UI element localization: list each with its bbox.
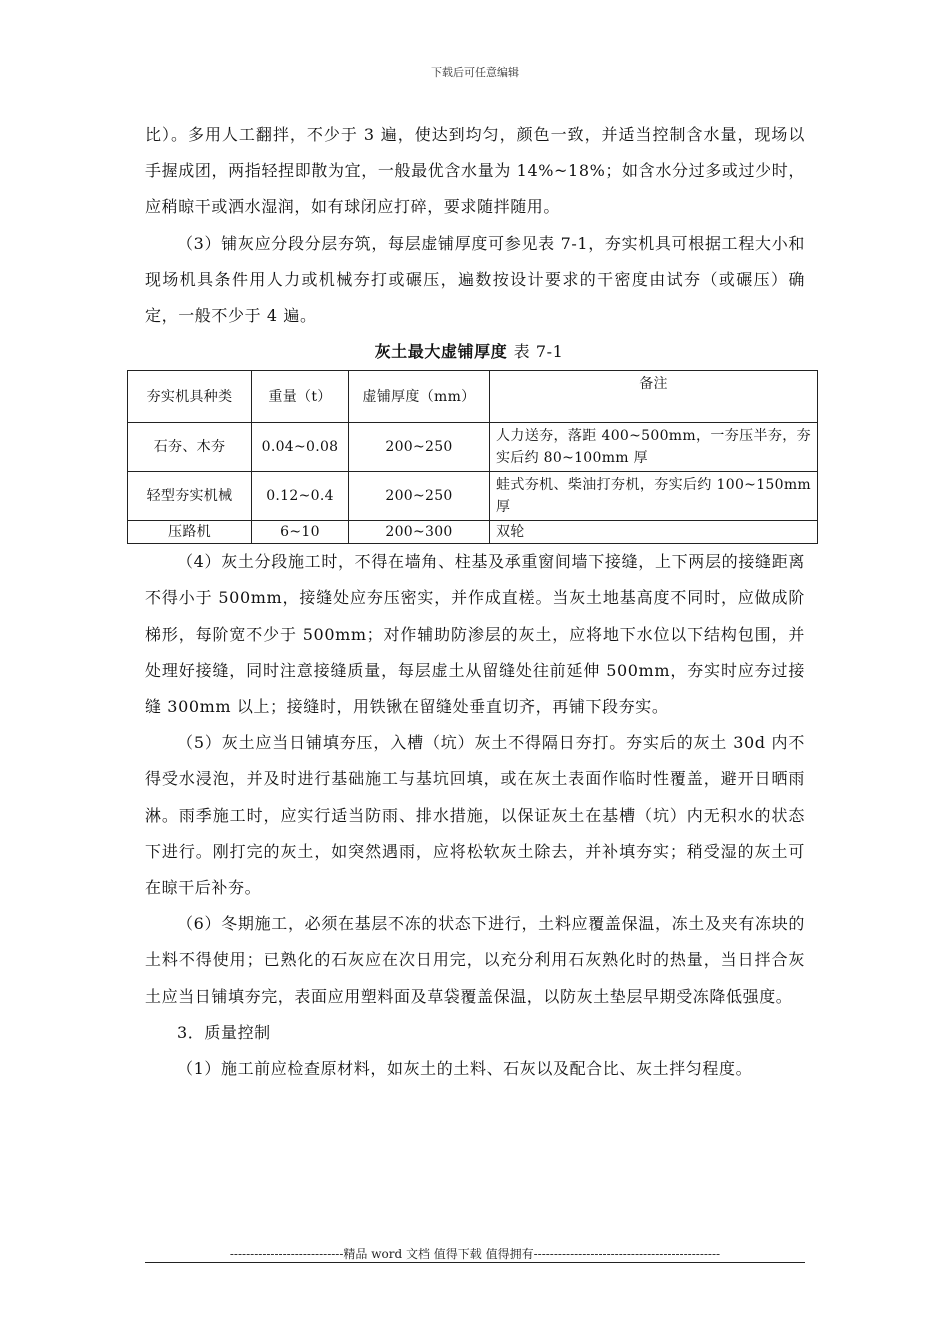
table-cell: 0.12~0.4 [252, 472, 349, 521]
paragraph-layering: （3）铺灰应分段分层夯筑，每层虚铺厚度可参见表 7-1，夯实机具可根据工程大小和现场机具条件用人力或机械夯打或碾压，遍数按设计要求的干密度由试夯（或碾压）确定，一般不少于 4 遍。 [145, 233, 805, 326]
table-cell: 0.04~0.08 [252, 423, 349, 472]
table-cell: 石夯、木夯 [128, 423, 252, 472]
paragraph-inspection: （1）施工前应检查原材料，如灰土的土料、石灰以及配合比、灰土拌匀程度。 [177, 1059, 753, 1079]
page-header: 下载后可任意编辑 [431, 66, 519, 79]
paragraph-winter: （6）冬期施工，必须在基层不冻的状态下进行，土料应覆盖保温，冻土及夹有冻块的土料不得使用；已熟化的石灰应在次日用完，以充分利用石灰熟化时的热量，当日拌合灰土应当日铺填夯完，表面应用塑料面及草袋覆盖保温，以防灰土垫层早期受冻降低强度。 [145, 914, 805, 1006]
table-cell: 200~250 [349, 472, 490, 521]
table-title: 灰土最大虚铺厚度 [374, 342, 508, 362]
table-row [128, 521, 818, 544]
table-caption [133, 334, 805, 370]
paragraph-joints: （4）灰土分段施工时，不得在墙角、柱基及承重窗间墙下接缝，上下两层的接缝距离不得小于 500mm，接缝处应夯压密实，并作成直槎。当灰土地基高度不同时，应做成阶梯形，每阶宽不少于 500mm；对作辅助防渗层的灰土，应将地下水位以下结构包围，并处理好接缝，同时注意接缝质量，每层虚土从留缝处往前延伸 500mm，夯实时应夯过接缝 300mm 以上；接缝时，用铁锹在留缝处垂直切齐，再铺下段夯实。 [145, 552, 805, 717]
table-cell-note: 双轮 [490, 521, 818, 544]
table-row [128, 423, 818, 472]
header-cell-equipment: 夯实机具种类 [128, 371, 252, 423]
table-cell: 压路机 [128, 521, 252, 544]
table-cell-note: 人力送夯，落距 400~500mm，一夯压半夯，夯实后约 80~100mm 厚 [490, 423, 818, 472]
table-row [128, 472, 818, 521]
table-cell-note: 蛙式夯机、柴油打夯机，夯实后约 100~150mm 厚 [490, 472, 818, 521]
header-cell-note: 备注 [490, 371, 818, 423]
table-cell: 200~250 [349, 423, 490, 472]
header-cell-weight: 重量（t） [252, 371, 349, 423]
thickness-table [127, 370, 818, 544]
table-cell: 轻型夯实机械 [128, 472, 252, 521]
section-heading-quality: 3．质量控制 [177, 1022, 271, 1042]
table-number: 表 7-1 [513, 342, 564, 362]
paragraph-same-day: （5）灰土应当日铺填夯压，入槽（坑）灰土不得隔日夯打。夯实后的灰土 30d 内不得受水浸泡，并及时进行基础施工与基坑回填，或在灰土表面作临时性覆盖，避开日晒雨淋。雨季施工时，应实行适当防雨、排水措施，以保证灰土在基槽（坑）内无积水的状态下进行。刚打完的灰土，如突然遇雨，应将松软灰土除去，并补填夯实；稍受湿的灰土可在晾干后补夯。 [145, 733, 805, 898]
table-cell: 6~10 [252, 521, 349, 544]
paragraph-mixing: 比）。多用人工翻拌，不少于 3 遍，使达到均匀，颜色一致，并适当控制含水量，现场以手握成团，两指轻捏即散为宜，一般最优含水量为 14%~18%；如含水分过多或过少时，应稍晾干或洒水湿润，如有球闭应打碎，要求随拌随用。 [145, 125, 805, 217]
table-header-row [128, 371, 818, 423]
header-cell-thickness: 虚铺厚度（mm） [349, 371, 490, 423]
page-footer: ----------------------------精品 word 文档 值得下载 值得拥有---------------------------------------------- [229, 1247, 721, 1261]
document-body [145, 117, 811, 1087]
table-cell: 200~300 [349, 521, 490, 544]
footer-rule [145, 1262, 805, 1263]
